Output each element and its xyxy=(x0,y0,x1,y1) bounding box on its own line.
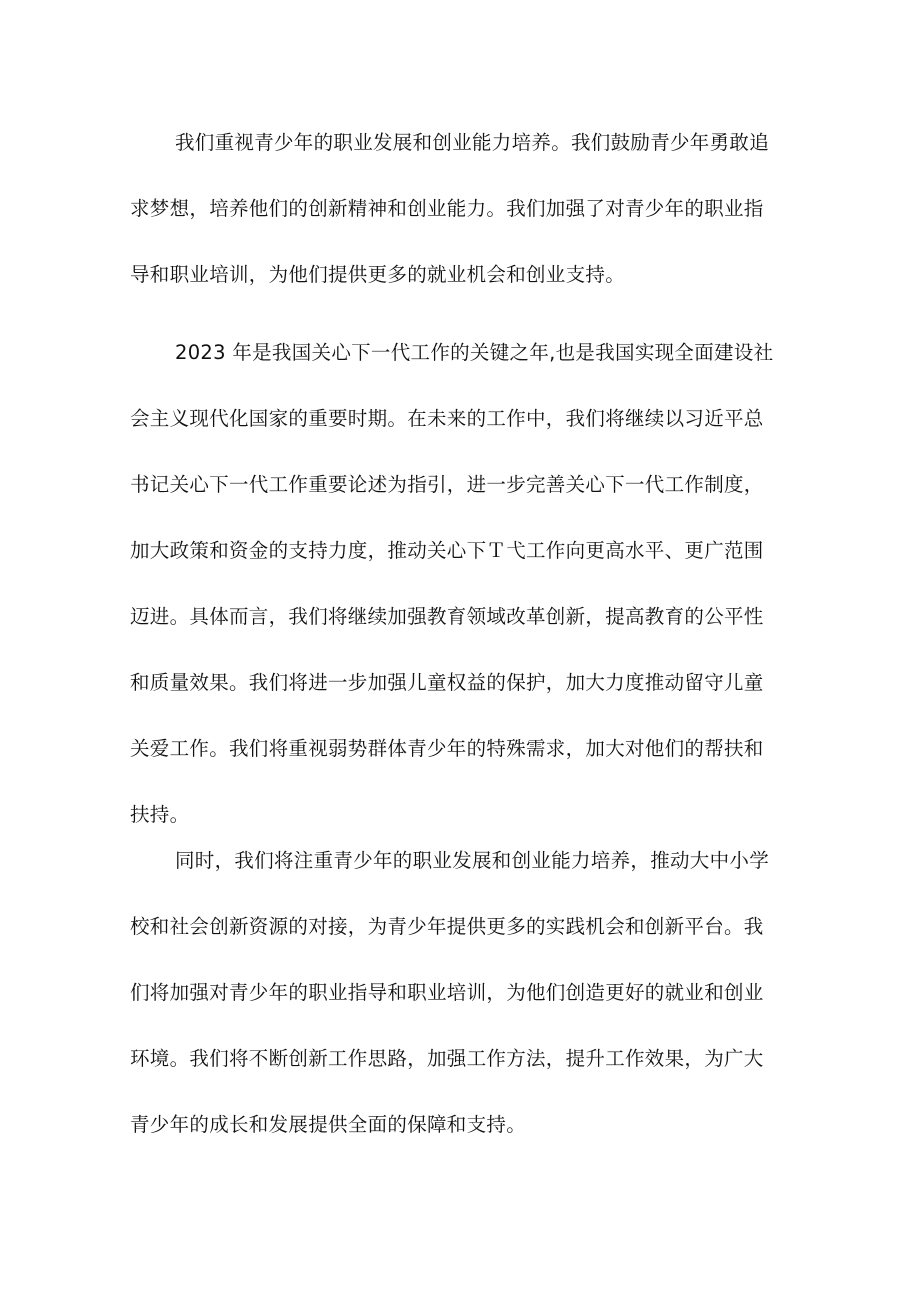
text-line: 书记关心下一代工作重要论述为指引，进一步完善关心下一代工作制度， xyxy=(130,473,764,496)
text-line: 环境。我们将不断创新工作思路，加强工作方法，提升工作效果，为广大 xyxy=(130,1047,764,1070)
paragraph-2023-outlook xyxy=(130,338,790,866)
paragraph-innovation-support xyxy=(130,846,790,1176)
text-line: 青少年的成长和发展提供全面的保障和支持。 xyxy=(130,1113,527,1136)
paragraph-career-development xyxy=(130,128,790,326)
text-line: 扶持。 xyxy=(130,803,190,826)
text-line: 2023 年是我国关心下一代工作的关键之年,也是我国实现全面建设社 xyxy=(175,341,774,364)
text-line: 关爱工作。我们将重视弱势群体青少年的特殊需求，加大对他们的帮扶和 xyxy=(130,737,764,760)
text-line: 同时，我们将注重青少年的职业发展和创业能力培养，推动大中小学 xyxy=(175,849,770,872)
text-line: 和质量效果。我们将进一步加强儿童权益的保护，加大力度推动留守儿童 xyxy=(130,671,764,694)
text-line: 求梦想，培养他们的创新精神和创业能力。我们加强了对青少年的职业指 xyxy=(130,197,764,220)
text-line: 校和社会创新资源的对接，为青少年提供更多的实践机会和创新平台。我 xyxy=(130,915,764,938)
text-line: 加大政策和资金的支持力度，推动关心下Ｔ弋工作向更高水平、更广范围 xyxy=(130,539,764,562)
text-line: 导和职业培训，为他们提供更多的就业机会和创业支持。 xyxy=(130,263,626,286)
text-line: 迈进。具体而言，我们将继续加强教育领域改革创新，提高教育的公平性 xyxy=(130,605,764,628)
text-line: 会主义现代化国家的重要时期。在未来的工作中，我们将继续以习近平总 xyxy=(130,407,764,430)
text-line: 我们重视青少年的职业发展和创业能力培养。我们鼓励青少年勇敢追 xyxy=(175,131,770,154)
text-line: 们将加强对青少年的职业指导和职业培训，为他们创造更好的就业和创业 xyxy=(130,981,764,1004)
